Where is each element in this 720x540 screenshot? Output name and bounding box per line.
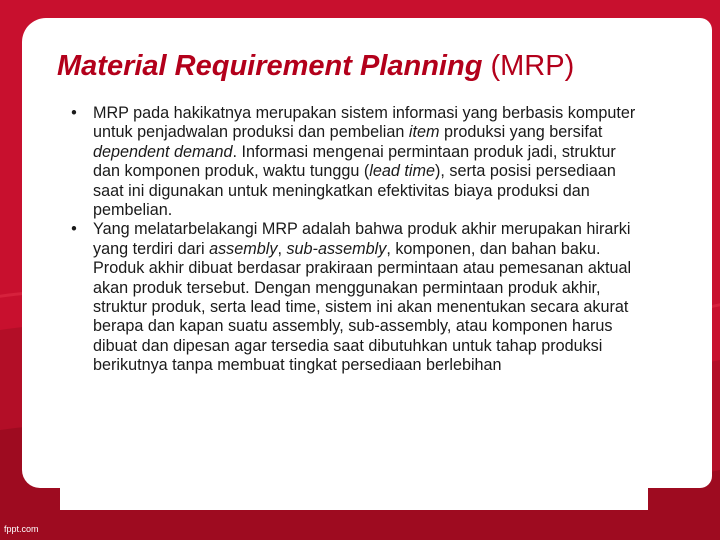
bullet-item [64, 104, 644, 220]
text-segment-italic: lead time [369, 162, 435, 181]
text-segment-italic: item [408, 123, 440, 142]
bullet-dot-icon: • [71, 104, 77, 122]
text-segment-italic: assembly [209, 239, 278, 258]
slide-title-abbrev: (MRP) [490, 50, 575, 82]
bullet-item [64, 220, 644, 375]
text-segment: MRP pada hakikatnya merupakan sistem informasi yang berbasis komputer untuk penjadwalan produksi dan pembelian [93, 104, 636, 142]
footer-watermark: fppt.com [4, 524, 39, 534]
slide-title-main: Material Requirement Planning [57, 50, 483, 82]
text-segment: , komponen, dan bahan baku. Produk akhir dibuat berdasar prakiraan permintaan atau pemesanan aktual akan produk tersebut. Dengan menggunakan permintaan produk akhir, struktur produk, serta lead time, sistem ini akan menentukan secara akurat berapa dan kapan suatu assembly, sub-assembly, atau komponen harus dibuat dan dipesan agar tersedia saat dibutuhkan untuk tahap produksi berikutnya tanpa membuat tingkat persediaan berlebihan [93, 239, 632, 375]
bullet-text [93, 220, 631, 374]
bullet-list [64, 104, 644, 376]
text-segment-italic: dependent demand [93, 142, 233, 161]
text-segment: ), serta posisi persediaan saat ini digunakan untuk meningkatkan efektivitas biaya produksi dan pembelian. [93, 162, 616, 220]
text-segment: , [277, 239, 287, 258]
text-segment-italic: sub-assembly [286, 239, 387, 258]
text-segment: produksi yang bersifat [439, 123, 603, 142]
text-segment: . Informasi mengenai permintaan produk jadi, struktur dan komponen produk, waktu tunggu ( [93, 142, 616, 181]
bullet-text [93, 104, 635, 219]
text-segment: Yang melatarbelakangi MRP adalah bahwa produk akhir merupakan hirarki yang terdiri dari [93, 220, 631, 258]
slide-title [57, 50, 677, 83]
bullet-dot-icon: • [71, 220, 77, 239]
